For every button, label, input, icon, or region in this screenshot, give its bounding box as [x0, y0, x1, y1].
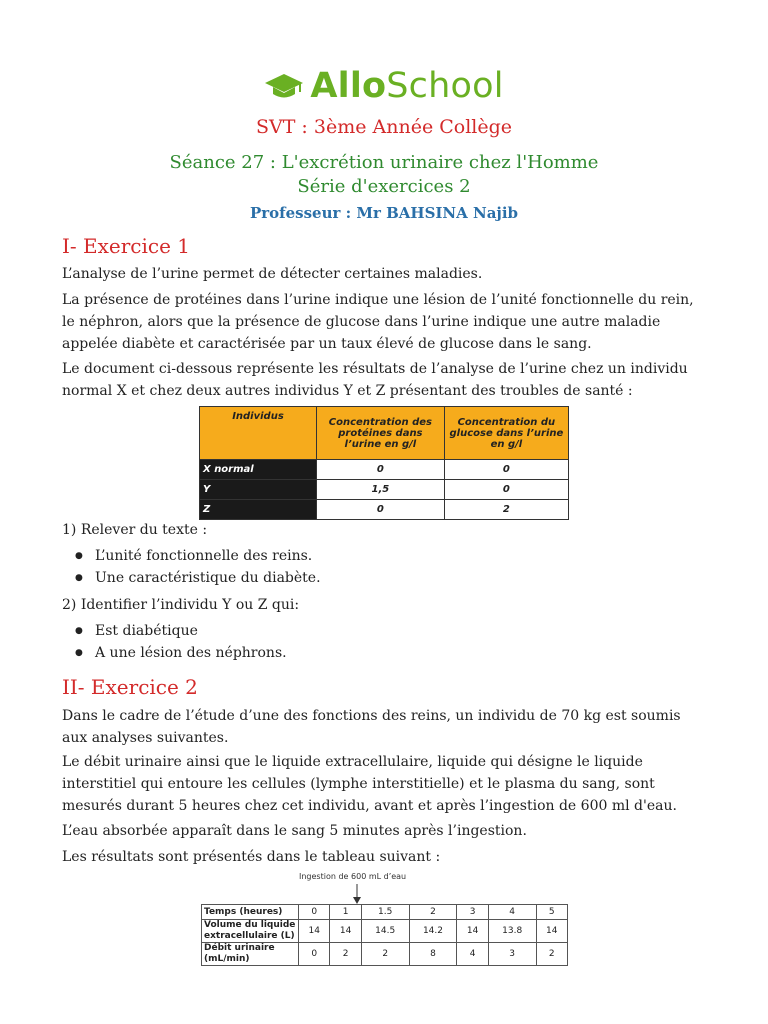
table-cell: 0 [444, 460, 568, 480]
table-cell: 2 [409, 905, 457, 920]
question-1: 1) Relever du texte : [62, 522, 208, 538]
list-item: ● Est diabétique [78, 620, 198, 642]
ex1-paragraph-2: La présence de protéines dans l’urine indique une lésion de l’unité fonctionnelle du rein, le néphron, alors que la présence de glucose dans l’urine indique une autre maladie appelée diabète et caractérisée par un taux élevé de glucose dans le sang. [62, 292, 694, 352]
row-label: Débit urinaire (mL/min) [202, 943, 299, 966]
list-item: ● L’unité fonctionnelle des reins. [78, 545, 312, 567]
table-cell: 1,5 [317, 480, 445, 500]
exercise-2-heading: II- Exercice 2 [62, 675, 198, 699]
subject-title: SVT : 3ème Année Collège [255, 116, 513, 138]
table-cell: 0 [444, 480, 568, 500]
row-label: Z [200, 500, 317, 520]
session-title [0, 151, 768, 199]
table-cell: 14 [457, 920, 488, 943]
urinary-results-table [201, 904, 568, 966]
table-row [202, 943, 568, 966]
row-label: Volume du liquide extracellulaire (L) [202, 920, 299, 943]
table-header: Individus [200, 407, 317, 460]
table-cell: 14.5 [361, 920, 409, 943]
list-item: ● A une lésion des néphrons. [78, 642, 287, 664]
professor-line: Professeur : Mr BAHSINA Najib [249, 204, 519, 222]
table-cell: 1.5 [361, 905, 409, 920]
table-cell: 5 [536, 905, 567, 920]
list-item: ● Une caractéristique du diabète. [78, 567, 321, 589]
session-line: Séance 27 : L'excrétion urinaire chez l'Homme [169, 152, 599, 173]
table-cell: 3 [488, 943, 536, 966]
table-header-row [200, 407, 569, 460]
ex1-paragraph-1: L’analyse de l’urine permet de détecter certaines maladies. [62, 266, 483, 282]
series-line: Série d'exercices 2 [297, 176, 471, 197]
table-cell: 2 [444, 500, 568, 520]
table-cell: 0 [299, 905, 330, 920]
exercise-1-heading: I- Exercice 1 [62, 234, 191, 258]
table-cell: 1 [330, 905, 361, 920]
brand-name: AlloSchool [310, 66, 504, 106]
ex2-paragraph-4: Les résultats sont présentés dans le tableau suivant : [62, 849, 441, 865]
table-header: Concentration du glucose dans l’urine en g/l [444, 407, 568, 460]
table-cell: 0 [299, 943, 330, 966]
table-cell: 2 [330, 943, 361, 966]
ex1-paragraph-3: Le document ci-dessous représente les résultats de l’analyse de l’urine chez un individu normal X et chez deux autres individus Y et Z présentant des troubles de santé : [62, 361, 688, 399]
table-row [200, 480, 569, 500]
ingestion-label: Ingestion de 600 mL d’eau [299, 872, 407, 881]
table-row [202, 920, 568, 943]
table-cell: 14 [536, 920, 567, 943]
graduation-cap-icon [264, 71, 304, 101]
table-cell: 2 [536, 943, 567, 966]
table-row [202, 905, 568, 920]
table-cell: 14.2 [409, 920, 457, 943]
table-header: Concentration des protéines dans l’urine en g/l [317, 407, 445, 460]
table-row [200, 460, 569, 480]
table-cell: 2 [361, 943, 409, 966]
table-cell: 14 [330, 920, 361, 943]
ex2-paragraph-3: L’eau absorbée apparaît dans le sang 5 minutes après l’ingestion. [62, 823, 527, 839]
table-cell: 8 [409, 943, 457, 966]
table-cell: 4 [488, 905, 536, 920]
table-cell: 4 [457, 943, 488, 966]
alloschool-logo [0, 66, 768, 106]
table-row [200, 500, 569, 520]
urine-analysis-table [199, 406, 569, 520]
question-2: 2) Identifier l’individu Y ou Z qui: [62, 597, 300, 613]
table-cell: 3 [457, 905, 488, 920]
table-cell: 0 [317, 460, 445, 480]
down-arrow-icon [353, 884, 361, 904]
table-cell: 14 [299, 920, 330, 943]
ex2-paragraph-1: Dans le cadre de l’étude d’une des fonctions des reins, un individu de 70 kg est soumis aux analyses suivantes. [62, 708, 681, 746]
row-label: Temps (heures) [202, 905, 299, 920]
table-cell: 13.8 [488, 920, 536, 943]
table-cell: 0 [317, 500, 445, 520]
row-label: X normal [200, 460, 317, 480]
row-label: Y [200, 480, 317, 500]
ex2-paragraph-2: Le débit urinaire ainsi que le liquide extracellulaire, liquide qui désigne le liquide interstitiel qui entoure les cellules (lymphe interstitielle) et le plasma du sang, sont mesurés durant 5 heures chez cet individu, avant et après l’ingestion de 600 ml d'eau. [62, 754, 677, 814]
